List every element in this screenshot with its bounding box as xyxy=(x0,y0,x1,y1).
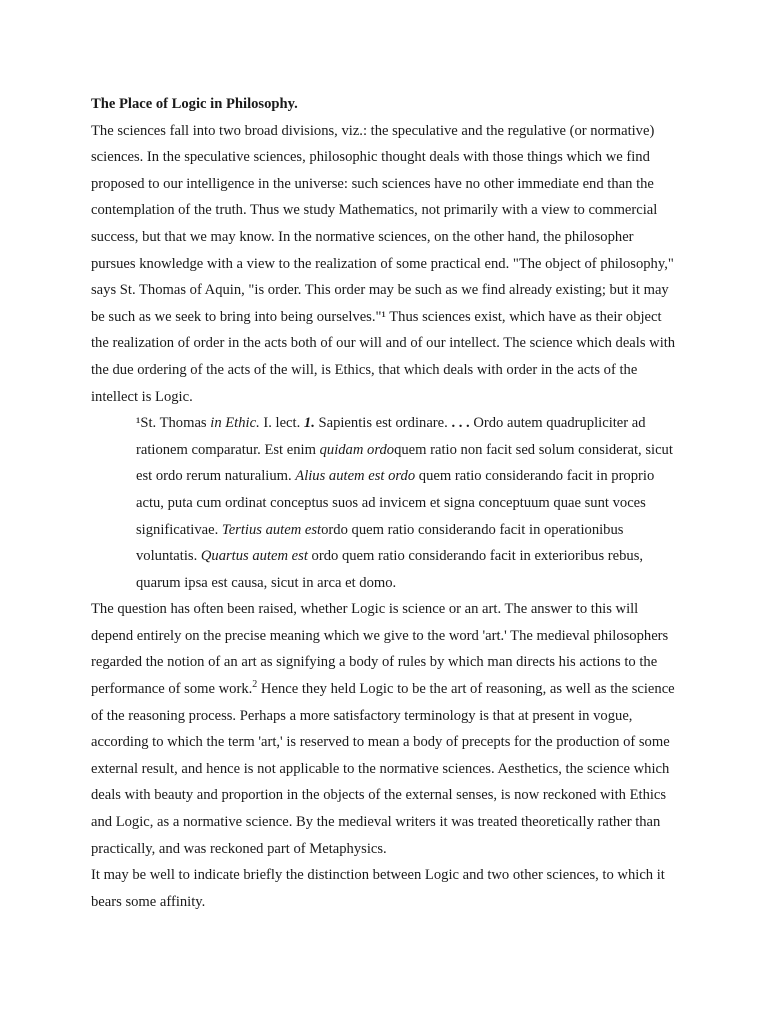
footnote-marker: ¹ xyxy=(136,415,141,432)
footnote-italic-1: in Ethic. xyxy=(210,415,260,432)
footnote-text-5: quem ratio non facit sed solum considerat, sicut est ordo rerum naturalium. xyxy=(136,441,673,485)
document-title: The Place of Logic in Philosophy. xyxy=(91,96,298,112)
footnote-italic-4: Tertius autem est xyxy=(221,521,322,538)
footnote-text-6: quem ratio considerando facit in proprio actu, puta cum ordinat conceptus suos ad invicem et signa conceptuum quae sunt voces significativae. xyxy=(136,468,655,538)
footnote-italic-5: Quartus autem est xyxy=(200,548,308,565)
footnote-bold-1: 1. xyxy=(303,415,315,432)
footnote-ellipsis: . . . xyxy=(451,415,470,432)
footnote-text-1: St. Thomas xyxy=(140,415,211,432)
paragraph-2 xyxy=(91,596,681,862)
footnote-italic-3: Alius autem est ordo xyxy=(295,468,416,485)
paragraph-3: It may be well to indicate briefly the distinction between Logic and two other sciences, to which it bears some affinity. xyxy=(91,867,665,910)
footnote-1 xyxy=(136,410,681,596)
footnote-italic-2: quidam ordo xyxy=(319,441,395,458)
document-page xyxy=(91,91,681,915)
paragraph-2-part-a: The question has often been raised, whether Logic is science or an art. The answer to this will depend entirely on the precise meaning which we give to the word 'art.' The medieval philosophers regarded the notion of an art as signifying a body of rules by which man directs his actions to the performance of some work. xyxy=(91,601,669,698)
footnote-text-8: ordo quem ratio considerando facit in exterioribus rebus, quarum ipsa est causa, sicut in arca et domo. xyxy=(136,548,644,591)
paragraph-1: The sciences fall into two broad divisions, viz.: the speculative and the regulative (or normative) sciences. In the speculative sciences, philosophic thought deals with those things which we find proposed to our intelligence in the universe: such sciences have no other immediate end than the contemplation of the truth. Thus we study Mathematics, not primarily with a view to commercial success, but that we may know. In the normative sciences, on the other hand, the philosopher pursues knowledge with a view to the realization of some practical end. "The object of philosophy," says St. Thomas of Aquin, "is order. This order may be such as we find already existing; but it may be such as we seek to bring into being ourselves."¹ Thus sciences exist, which have as their object the realization of order in the acts both of our will and of our intellect. The science which deals with the due ordering of the acts of the will, is Ethics, that which deals with order in the acts of the intellect is Logic. xyxy=(91,122,676,405)
paragraph-2-part-b: Hence they held Logic to be the art of reasoning, as well as the science of the reasoning process. Perhaps a more satisfactory terminology is that at present in vogue, according to which the term 'art,' is reserved to mean a body of precepts for the production of some external result, and hence is not applicable to the normative sciences. Aesthetics, the science which deals with beauty and proportion in the objects of the external senses, is now reckoned with Ethics and Logic, as a normative science. By the medieval writers it was treated theoretically rather than practically, and was reckoned part of Metaphysics. xyxy=(91,681,675,857)
footnote-ref-2: 2 xyxy=(252,679,258,691)
footnote-text-2: I. lect. xyxy=(259,415,304,432)
footnote-text-3: Sapientis est ordinare. xyxy=(314,415,452,432)
footnote-text-4: Ordo autem quadrupliciter ad rationem comparatur. Est enim xyxy=(136,415,646,458)
footnote-text-7: ordo quem ratio considerando facit in operationibus voluntatis. xyxy=(136,521,624,565)
